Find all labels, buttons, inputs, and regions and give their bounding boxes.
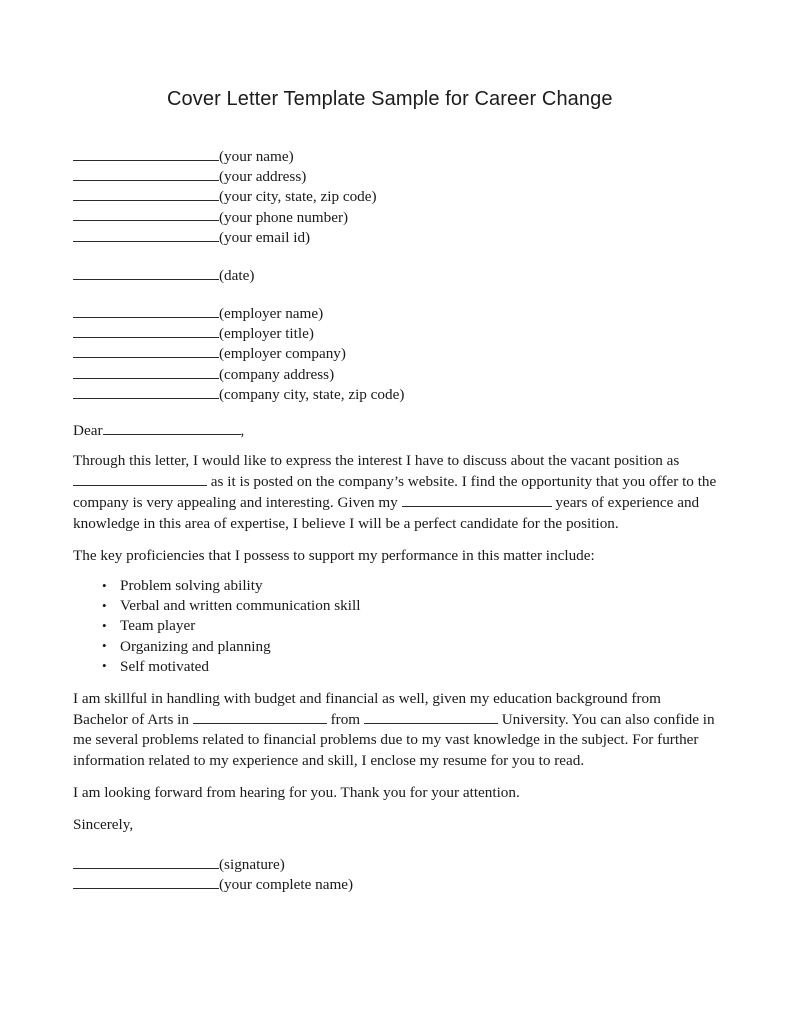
fill-label-company-city-state-zip: (company city, state, zip code) xyxy=(219,385,405,403)
fill-line-your-name xyxy=(73,146,718,166)
fill-line-company-city-state-zip xyxy=(73,384,718,404)
list-item-label: Team player xyxy=(120,617,196,635)
spacer-before-salutation xyxy=(73,404,718,420)
spacer-before-proficiencies xyxy=(73,534,718,546)
recipient-address-block xyxy=(73,303,718,404)
fill-line-employer-name xyxy=(73,303,718,323)
paragraph-intro-part1: Through this letter, I would like to express the interest I have to discuss about the vacant position as xyxy=(73,452,680,470)
salutation-line xyxy=(73,420,718,441)
paragraph-education-part2: from xyxy=(330,711,361,729)
proficiencies-list xyxy=(73,576,718,677)
fill-label-your-phone-number: (your phone number) xyxy=(219,208,349,226)
fill-line-your-phone-number xyxy=(73,207,718,227)
fill-label-employer-company: (employer company) xyxy=(219,345,346,363)
fill-line-your-city-state-zip xyxy=(73,186,718,206)
list-item-label: Self motivated xyxy=(120,657,209,675)
salutation-comma: , xyxy=(240,421,245,439)
blank-input-your-address[interactable] xyxy=(73,166,219,181)
paragraph-education-part3: University. You can also confide in me several problems related to financial problems due to my vast knowledge in the subject. For further information related to my experience and skill, I enclose my resume for you to read. xyxy=(73,711,715,769)
fill-label-employer-title: (employer title) xyxy=(219,325,314,343)
fill-label-date: (date) xyxy=(219,266,255,284)
blank-input-your-city-state-zip[interactable] xyxy=(73,186,219,201)
blank-input-employer-title[interactable] xyxy=(73,323,219,338)
list-item-label: Problem solving ability xyxy=(120,577,263,595)
paragraph-education-part1: I am skillful in handling with budget and financial as well, given my education background from Bachelor of Arts in xyxy=(73,690,661,729)
blank-input-years-experience[interactable] xyxy=(402,492,552,507)
list-item-label: Verbal and written communication skill xyxy=(120,597,361,615)
blank-input-your-email-id[interactable] xyxy=(73,227,219,242)
blank-input-employer-company[interactable] xyxy=(73,343,219,358)
fill-label-signature: (signature) xyxy=(219,856,285,874)
spacer-after-salutation xyxy=(73,441,718,451)
fill-label-complete-name: (your complete name) xyxy=(219,876,354,894)
spacer-after-bullets xyxy=(73,677,718,689)
blank-input-company-city-state-zip[interactable] xyxy=(73,384,219,399)
spacer-before-signoff xyxy=(73,803,718,815)
blank-input-recipient-name[interactable] xyxy=(103,420,241,435)
fill-line-signature xyxy=(73,854,718,874)
spacer-before-closing-paragraph xyxy=(73,771,718,783)
closing-signoff: Sincerely, xyxy=(73,816,134,834)
blank-input-employer-name[interactable] xyxy=(73,303,219,318)
fill-line-employer-company xyxy=(73,343,718,363)
fill-label-company-address: (company address) xyxy=(219,365,335,383)
fill-line-your-email-id xyxy=(73,227,718,247)
fill-line-your-address xyxy=(73,166,718,186)
fill-label-your-email-id: (your email id) xyxy=(219,228,311,246)
list-item xyxy=(73,637,718,657)
fill-label-employer-name: (employer name) xyxy=(219,305,324,322)
list-item xyxy=(73,576,718,596)
list-item xyxy=(73,657,718,677)
spacer-before-recipient xyxy=(73,285,718,303)
page-title: Cover Letter Template Sample for Career Change xyxy=(167,88,613,110)
fill-line-company-address xyxy=(73,364,718,384)
paragraph-intro-part3: years of experience and knowledge in this area of expertise, I believe I will be a perfect candidate for the position. xyxy=(73,494,700,532)
blank-input-your-name[interactable] xyxy=(73,146,219,161)
list-item-label: Organizing and planning xyxy=(120,637,271,655)
date-block xyxy=(73,265,718,285)
list-item xyxy=(73,616,718,636)
blank-input-date[interactable] xyxy=(73,265,219,280)
signature-block xyxy=(73,854,718,894)
paragraph-intro-part2: as it is posted on the company’s website. I find the opportunity that you offer to the company is very appealing and interesting. Given my xyxy=(73,473,717,512)
blank-input-signature[interactable] xyxy=(73,854,219,869)
fill-line-employer-title xyxy=(73,323,718,343)
blank-input-your-phone-number[interactable] xyxy=(73,207,219,222)
blank-input-university-name[interactable] xyxy=(364,709,498,724)
fill-label-your-name: (your name) xyxy=(219,147,294,165)
letter-body xyxy=(73,146,718,895)
blank-input-position-title[interactable] xyxy=(73,471,207,486)
proficiencies-intro: The key proficiencies that I possess to support my performance in this matter include: xyxy=(73,546,595,564)
blank-input-degree-field[interactable] xyxy=(193,709,327,724)
blank-input-company-address[interactable] xyxy=(73,364,219,379)
salutation-greeting: Dear xyxy=(73,421,103,439)
paragraph-education xyxy=(73,689,718,771)
paragraph-closing: I am looking forward from hearing for you. Thank you for your attention. xyxy=(73,783,520,801)
spacer-before-date xyxy=(73,247,718,265)
fill-line-date xyxy=(73,265,718,285)
sender-address-block xyxy=(73,146,718,247)
fill-line-complete-name xyxy=(73,874,718,894)
list-item xyxy=(73,596,718,616)
fill-label-your-address: (your address) xyxy=(219,168,307,186)
fill-label-your-city-state-zip: (your city, state, zip code) xyxy=(219,188,377,206)
blank-input-complete-name[interactable] xyxy=(73,874,219,889)
paragraph-intro xyxy=(73,451,718,534)
